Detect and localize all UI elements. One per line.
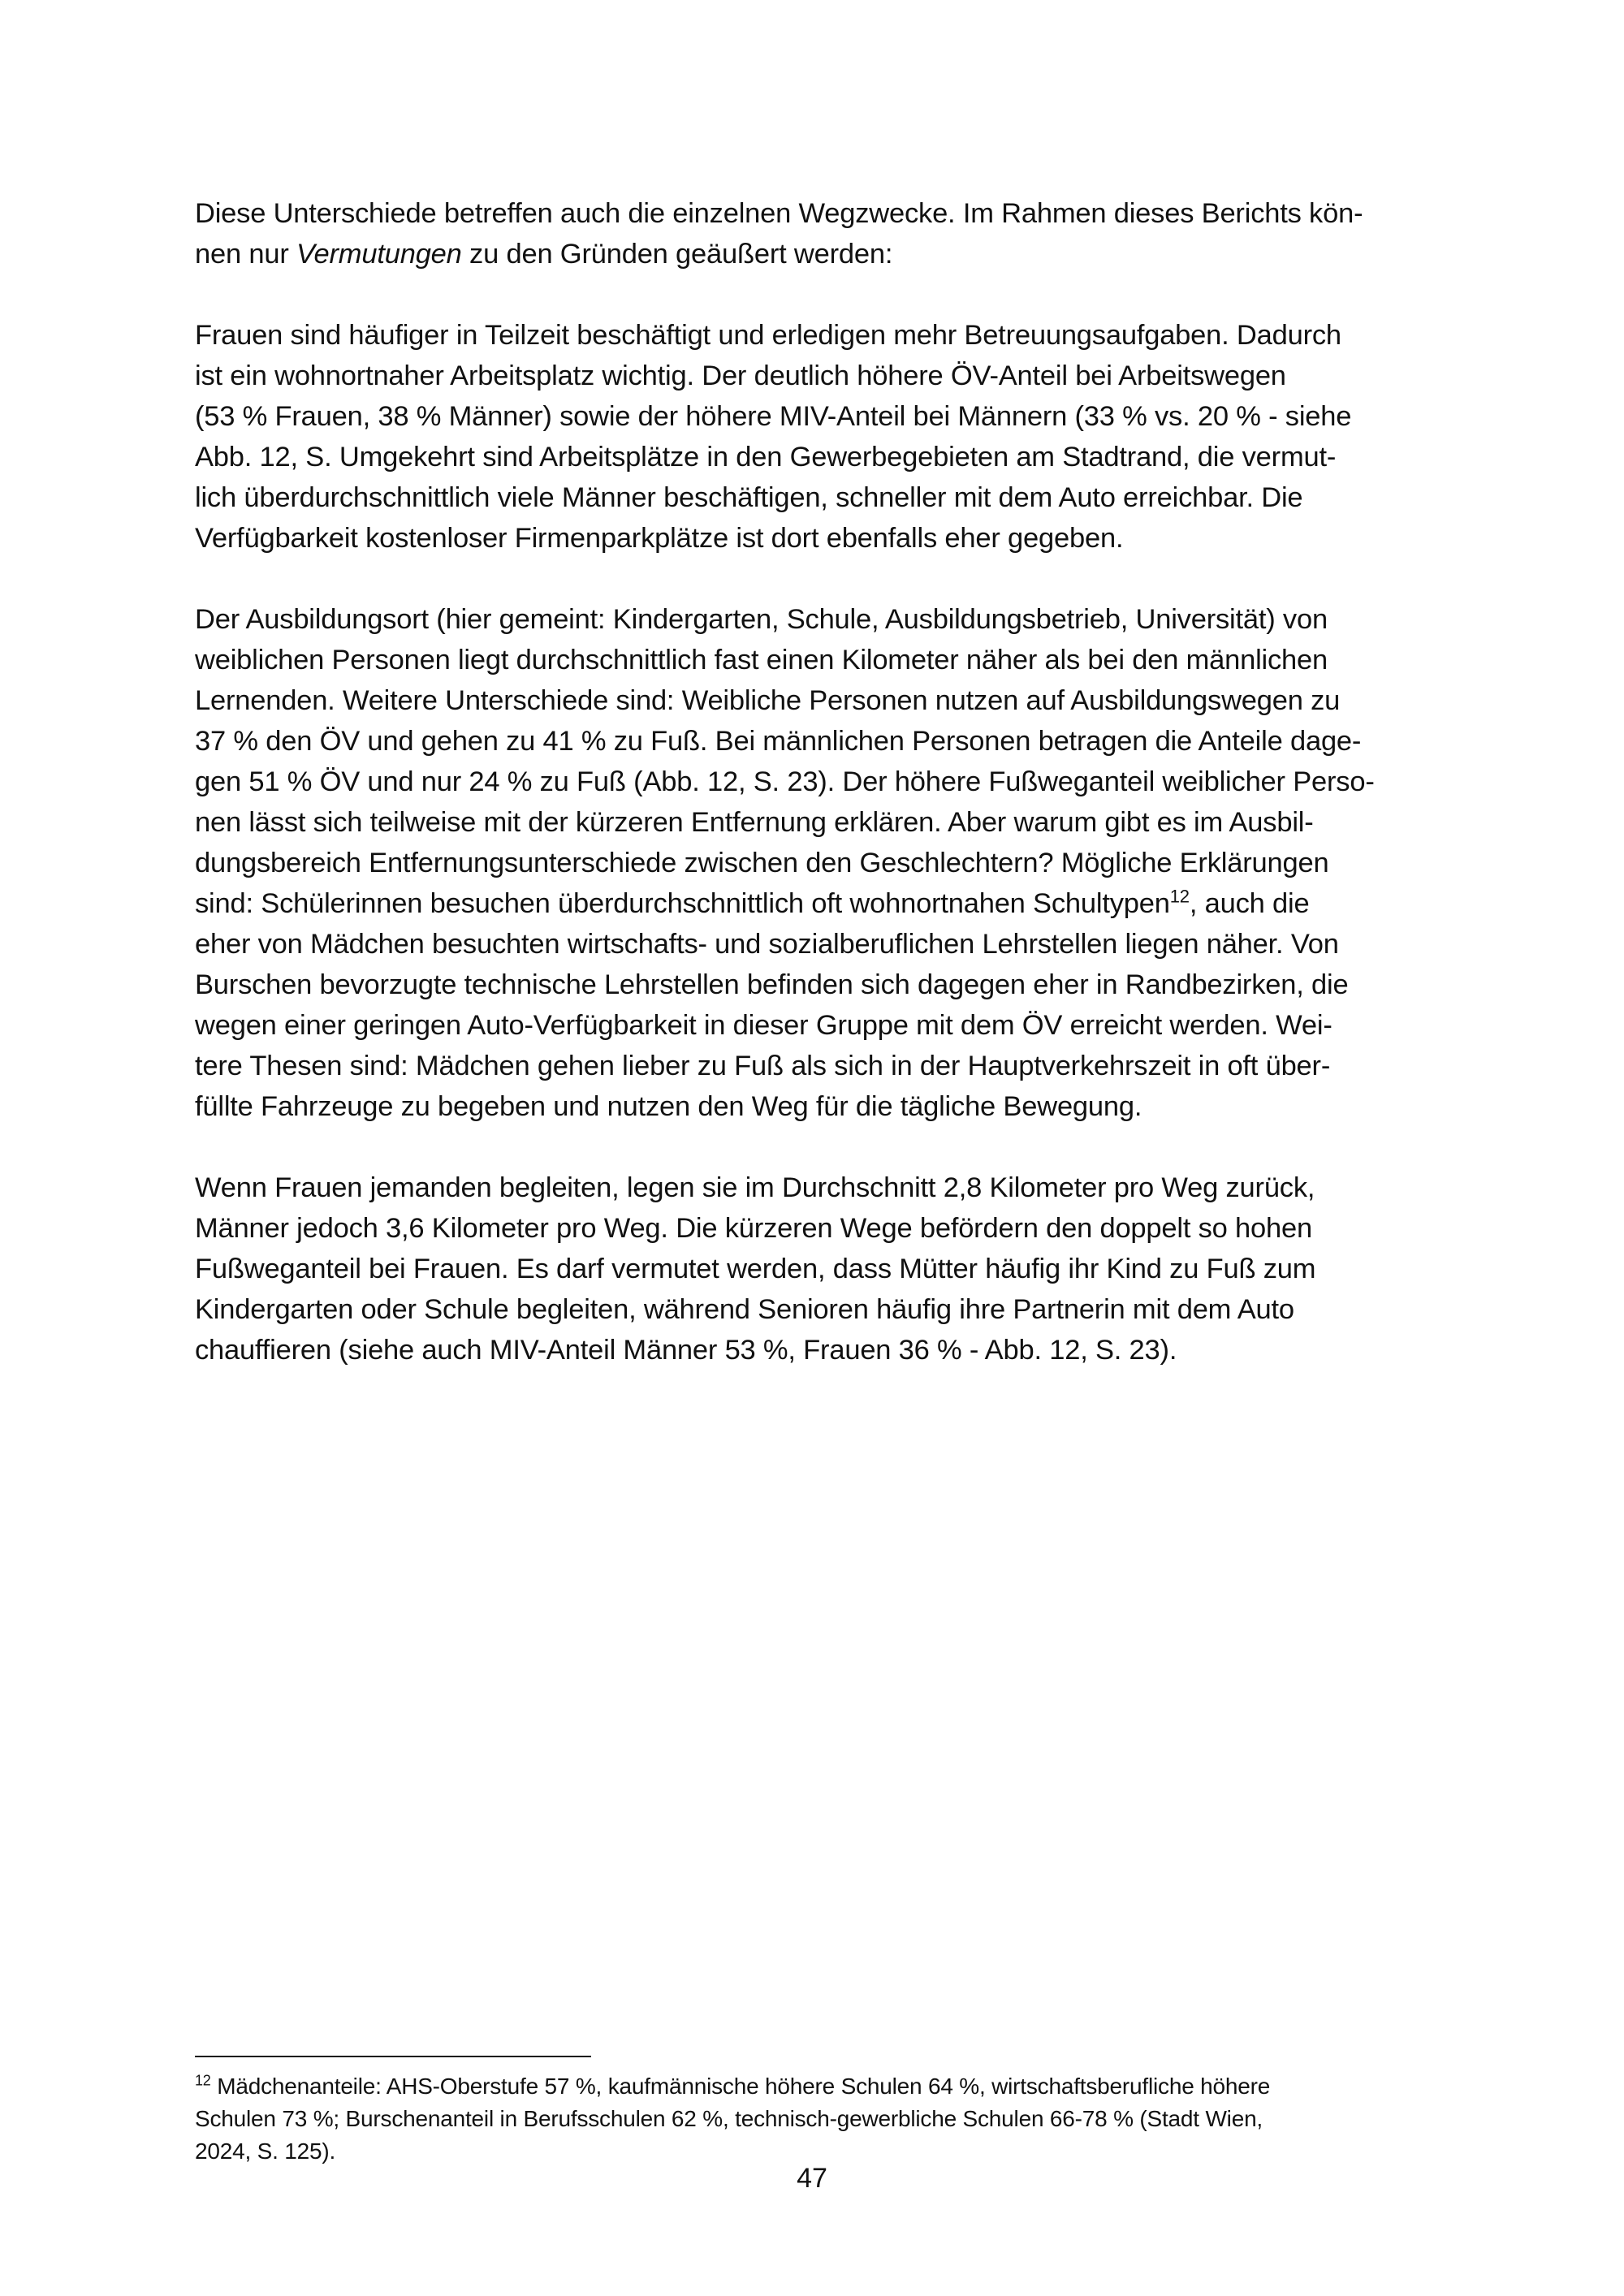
paragraph-2 [195, 315, 1437, 559]
text-line: wegen einer geringen Auto-Verfügbarkeit in dieser Gruppe mit dem ÖV erreicht werden. Wei- [195, 1010, 1332, 1041]
text-span: , auch die [1189, 888, 1310, 919]
text-line: ist ein wohnortnaher Arbeitsplatz wichtig. Der deutlich höhere ÖV-Anteil bei Arbeitswegen [195, 360, 1286, 391]
footnote-reference[interactable]: 12 [1169, 886, 1190, 907]
text-line: Der Ausbildungsort (hier gemeint: Kindergarten, Schule, Ausbildungsbetrieb, Universität) von [195, 604, 1328, 635]
text-line: Diese Unterschiede betreffen auch die einzelnen Wegzwecke. Im Rahmen dieses Berichts kön- [195, 198, 1363, 229]
footnote [195, 2070, 1437, 2168]
text-span: sind: Schülerinnen besuchen überdurchschnittlich oft wohnortnahen Schultypen [195, 888, 1170, 919]
text-line: tere Thesen sind: Mädchen gehen lieber zu Fuß als sich in der Hauptverkehrszeit in oft über- [195, 1051, 1331, 1081]
text-span: zu den Gründen geäußert werden: [461, 239, 893, 270]
text-line: dungsbereich Entfernungsunterschiede zwischen den Geschlechtern? Mögliche Erklärungen [195, 848, 1329, 878]
text-line: eher von Mädchen besuchten wirtschafts- und sozialberuflichen Lehrstellen liegen näher. Von [195, 929, 1339, 960]
text-span: nen nur [195, 239, 296, 270]
text-line: weiblichen Personen liegt durchschnittlich fast einen Kilometer näher als bei den männlichen [195, 645, 1328, 675]
paragraph-4 [195, 1167, 1437, 1370]
page-number: 47 [797, 2163, 827, 2194]
text-line: Wenn Frauen jemanden begleiten, legen sie im Durchschnitt 2,8 Kilometer pro Weg zurück, [195, 1172, 1315, 1203]
text-line: Lernenden. Weitere Unterschiede sind: Weibliche Personen nutzen auf Ausbildungswegen zu [195, 685, 1341, 716]
paragraph-1 [195, 193, 1437, 274]
text-line [195, 234, 1437, 274]
footnote-text: Mädchenanteile: AHS-Oberstufe 57 %, kaufmännische höhere Schulen 64 %, wirtschaftsberufliche höhere [210, 2074, 1271, 2099]
emphasis-vermutungen: Vermutungen [296, 239, 462, 270]
text-line: Männer jedoch 3,6 Kilometer pro Weg. Die kürzeren Wege befördern den doppelt so hohen [195, 1213, 1312, 1244]
text-line: Burschen bevorzugte technische Lehrstellen befinden sich dagegen eher in Randbezirken, die [195, 969, 1349, 1000]
footnote-line: 2024, S. 125). [195, 2138, 336, 2164]
text-line: Frauen sind häufiger in Teilzeit beschäftigt und erledigen mehr Betreuungsaufgaben. Dadurch [195, 320, 1341, 351]
text-line: füllte Fahrzeuge zu begeben und nutzen den Weg für die tägliche Bewegung. [195, 1091, 1142, 1122]
footnote-line: Schulen 73 %; Burschenanteil in Berufsschulen 62 %, technisch-gewerbliche Schulen 66-78 % (Stadt Wien, [195, 2106, 1263, 2131]
footnote-number: 12 [195, 2072, 211, 2089]
text-line: gen 51 % ÖV und nur 24 % zu Fuß (Abb. 12, S. 23). Der höhere Fußweganteil weiblicher Perso- [195, 766, 1375, 797]
body-text [195, 193, 1437, 1370]
text-line: Fußweganteil bei Frauen. Es darf vermutet werden, dass Mütter häufig ihr Kind zu Fuß zum [195, 1254, 1316, 1284]
text-line: Abb. 12, S. Umgekehrt sind Arbeitsplätze in den Gewerbegebieten am Stadtrand, die vermut- [195, 442, 1337, 473]
footnote-line [195, 2070, 1437, 2103]
text-line: chauffieren (siehe auch MIV-Anteil Männer 53 %, Frauen 36 % - Abb. 12, S. 23). [195, 1335, 1177, 1366]
text-line: (53 % Frauen, 38 % Männer) sowie der höhere MIV-Anteil bei Männern (33 % vs. 20 % - siehe [195, 401, 1352, 432]
text-line: Kindergarten oder Schule begleiten, während Senioren häufig ihre Partnerin mit dem Auto [195, 1294, 1294, 1325]
text-line: nen lässt sich teilweise mit der kürzeren Entfernung erklären. Aber warum gibt es im Ausbil- [195, 807, 1314, 838]
footnote-divider [195, 2056, 591, 2057]
paragraph-3 [195, 599, 1437, 1127]
text-line: 37 % den ÖV und gehen zu 41 % zu Fuß. Bei männlichen Personen betragen die Anteile dage- [195, 726, 1362, 757]
text-line: Verfügbarkeit kostenloser Firmenparkplätze ist dort ebenfalls eher gegeben. [195, 523, 1124, 554]
text-line: lich überdurchschnittlich viele Männer beschäftigen, schneller mit dem Auto erreichbar. Die [195, 482, 1303, 513]
text-line-with-footnote-ref [195, 883, 1437, 924]
